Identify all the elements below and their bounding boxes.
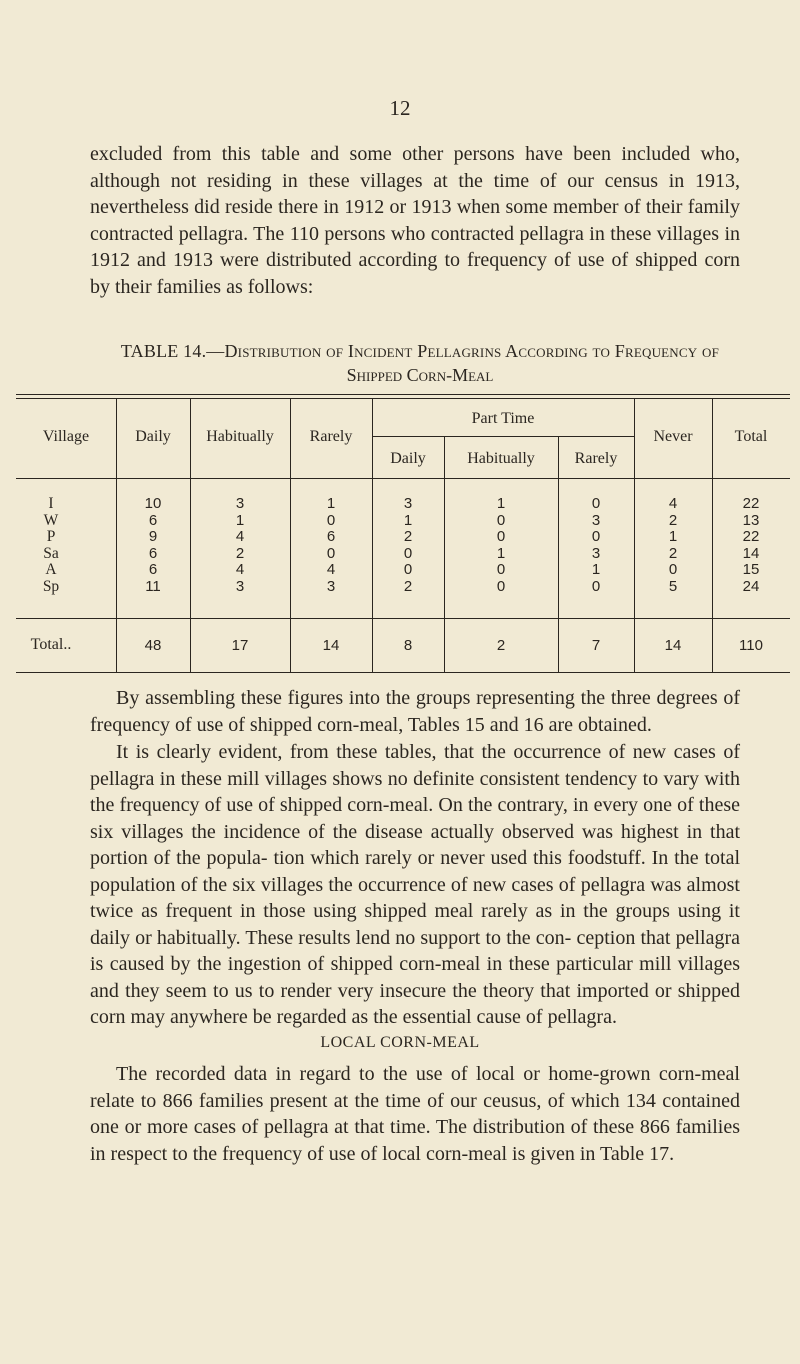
header-habitually: Habitually [206, 428, 274, 445]
table-cell-total: 24 [742, 578, 760, 595]
header-rule [16, 478, 790, 479]
table-cell-village: Sa [43, 544, 59, 562]
paragraph-assembling: By assembling these figures into the groups representing the three degrees of frequency of use of shipped corn-meal, Tables 15 and 16 are obtained. [90, 687, 740, 736]
totals-rule [16, 618, 790, 619]
table-cell-rarely: 0 [326, 544, 336, 562]
totals-rarely: 14 [322, 637, 340, 654]
page-number: 12 [389, 96, 411, 120]
paragraph-evident: It is clearly evident, from these tables, that the occurrence of new cases of pellagra in these mill villages shows no definite consistent tendency to vary with the frequency of use of shipped corn-meal. On the contrary, in every one of these six villages the incidence of the disease actually observed was highest in that portion of the popula- tion which rarely or never used this foodstuff. In the total population of the six villages the occurrence of new cases of pellagra was almost twice as frequent in those using shipped meal rarely as in the groups using it daily or habitually. These results lend no support to the con- ception that pellagra is caused by the ingestion of shipped corn-meal in these particular mill villages and they seem to us to render very insecure the theory that imported or shipped corn may anywhere be regarded as the essential cause of pellagra. [90, 741, 740, 1028]
table-cell-total: 13 [742, 511, 760, 529]
table-cell-village: I [48, 495, 54, 512]
table-cell-village: A [45, 561, 57, 579]
table-cell-daily: 6 [148, 544, 158, 562]
table-cell-total: 22 [742, 528, 760, 546]
header-rarely: Rarely [309, 428, 353, 445]
table-top-rule [16, 394, 790, 395]
table-cell-pt-daily: 2 [403, 528, 413, 546]
table-cell-pt-daily: 0 [403, 561, 413, 579]
table-cell-rarely: 0 [326, 511, 336, 529]
table-cell-pt-daily: 0 [403, 544, 413, 562]
intro-paragraph: excluded from this table and some other persons have been included who, although not residing in these villages at the time of our census in 1913, nevertheless did reside there in 1912 or 1913 when some member of their family contracted pellagra. The 110 persons who contracted pellagra in these villages in 1912 and 1913 were distributed according to frequency of use of shipped corn by their families as follows: [90, 143, 740, 298]
table-cell-daily: 6 [148, 511, 158, 529]
table-cell-pt-habitually: 1 [496, 495, 506, 512]
table-title-line1: TABLE 14.—Distribution of Incident Pellagrins According to Frequency of [120, 341, 720, 361]
table-cell-never: 2 [668, 511, 678, 529]
header-pt-rarely: Rarely [574, 450, 618, 467]
table-cell-rarely: 4 [326, 561, 336, 579]
table-cell-rarely: 1 [326, 495, 336, 512]
table-cell-habitually: 3 [235, 578, 245, 595]
header-total: Total [734, 428, 768, 445]
table-cell-habitually: 3 [235, 495, 245, 512]
table-bottom-rule [16, 672, 790, 673]
table-cell-village: P [46, 528, 56, 546]
table-cell-rarely: 3 [326, 578, 336, 595]
header-pt-habitually: Habitually [467, 450, 535, 467]
totals-total: 110 [739, 637, 763, 654]
table-cell-village: W [43, 511, 59, 529]
header-daily: Daily [135, 428, 171, 445]
table-cell-never: 2 [668, 544, 678, 562]
table-cell-pt-habitually: 0 [496, 528, 506, 546]
table-cell-never: 1 [668, 528, 678, 546]
part-time-rule [372, 436, 634, 437]
table-cell-pt-daily: 2 [403, 578, 413, 595]
table-cell-pt-rarely: 3 [591, 511, 601, 529]
table-cell-pt-rarely: 3 [591, 544, 601, 562]
table-cell-habitually: 4 [235, 528, 245, 546]
totals-pt-rarely: 7 [591, 637, 601, 654]
section-heading: LOCAL CORN-MEAL [320, 1034, 480, 1051]
table-cell-total: 14 [742, 544, 760, 562]
table-cell-daily: 9 [148, 528, 158, 546]
table-top-rule-2 [16, 398, 790, 399]
table-cell-daily: 11 [145, 578, 161, 595]
table-cell-habitually: 1 [235, 511, 245, 529]
paragraph-local: The recorded data in regard to the use of local or home-grown corn-meal relate to 866 families present at the time of our ceusus, of which 134 contained one or more cases of pellagra at that time. The distribution of these 866 families in respect to the frequency of use of local corn-meal is given in Table 17. [90, 1063, 740, 1165]
table-cell-daily: 6 [148, 561, 158, 579]
table-cell-pt-habitually: 1 [496, 544, 506, 562]
totals-pt-habitually: 2 [496, 637, 506, 654]
table-cell-pt-daily: 1 [403, 511, 413, 529]
totals-label: Total.. [30, 636, 72, 653]
table-cell-pt-rarely: 0 [591, 578, 601, 595]
table-cell-pt-daily: 3 [403, 495, 413, 512]
header-part-time: Part Time [471, 410, 535, 427]
table-cell-total: 15 [742, 561, 760, 579]
header-never: Never [653, 428, 693, 445]
table-cell-never: 5 [668, 578, 678, 595]
totals-habitually: 17 [231, 637, 249, 654]
table-cell-pt-rarely: 1 [591, 561, 601, 579]
table-cell-pt-habitually: 0 [496, 561, 506, 579]
table-cell-pt-rarely: 0 [591, 528, 601, 546]
table-cell-pt-rarely: 0 [591, 495, 601, 512]
table-cell-village: Sp [42, 578, 60, 595]
totals-daily: 48 [144, 637, 162, 654]
table-cell-pt-habitually: 0 [496, 578, 506, 595]
table-cell-habitually: 4 [235, 561, 245, 579]
totals-never: 14 [664, 637, 682, 654]
table-cell-never: 4 [668, 495, 678, 512]
table-cell-total: 22 [742, 495, 760, 512]
totals-pt-daily: 8 [403, 637, 413, 654]
table-title-line2: Shipped Corn-Meal [346, 365, 494, 385]
table-cell-never: 0 [668, 561, 678, 579]
table-cell-daily: 10 [144, 495, 162, 512]
header-pt-daily: Daily [390, 450, 426, 467]
table-title [95, 339, 745, 387]
header-village: Village [42, 428, 90, 445]
table-cell-pt-habitually: 0 [496, 511, 506, 529]
table-cell-rarely: 6 [326, 528, 336, 546]
table-cell-habitually: 2 [235, 544, 245, 562]
